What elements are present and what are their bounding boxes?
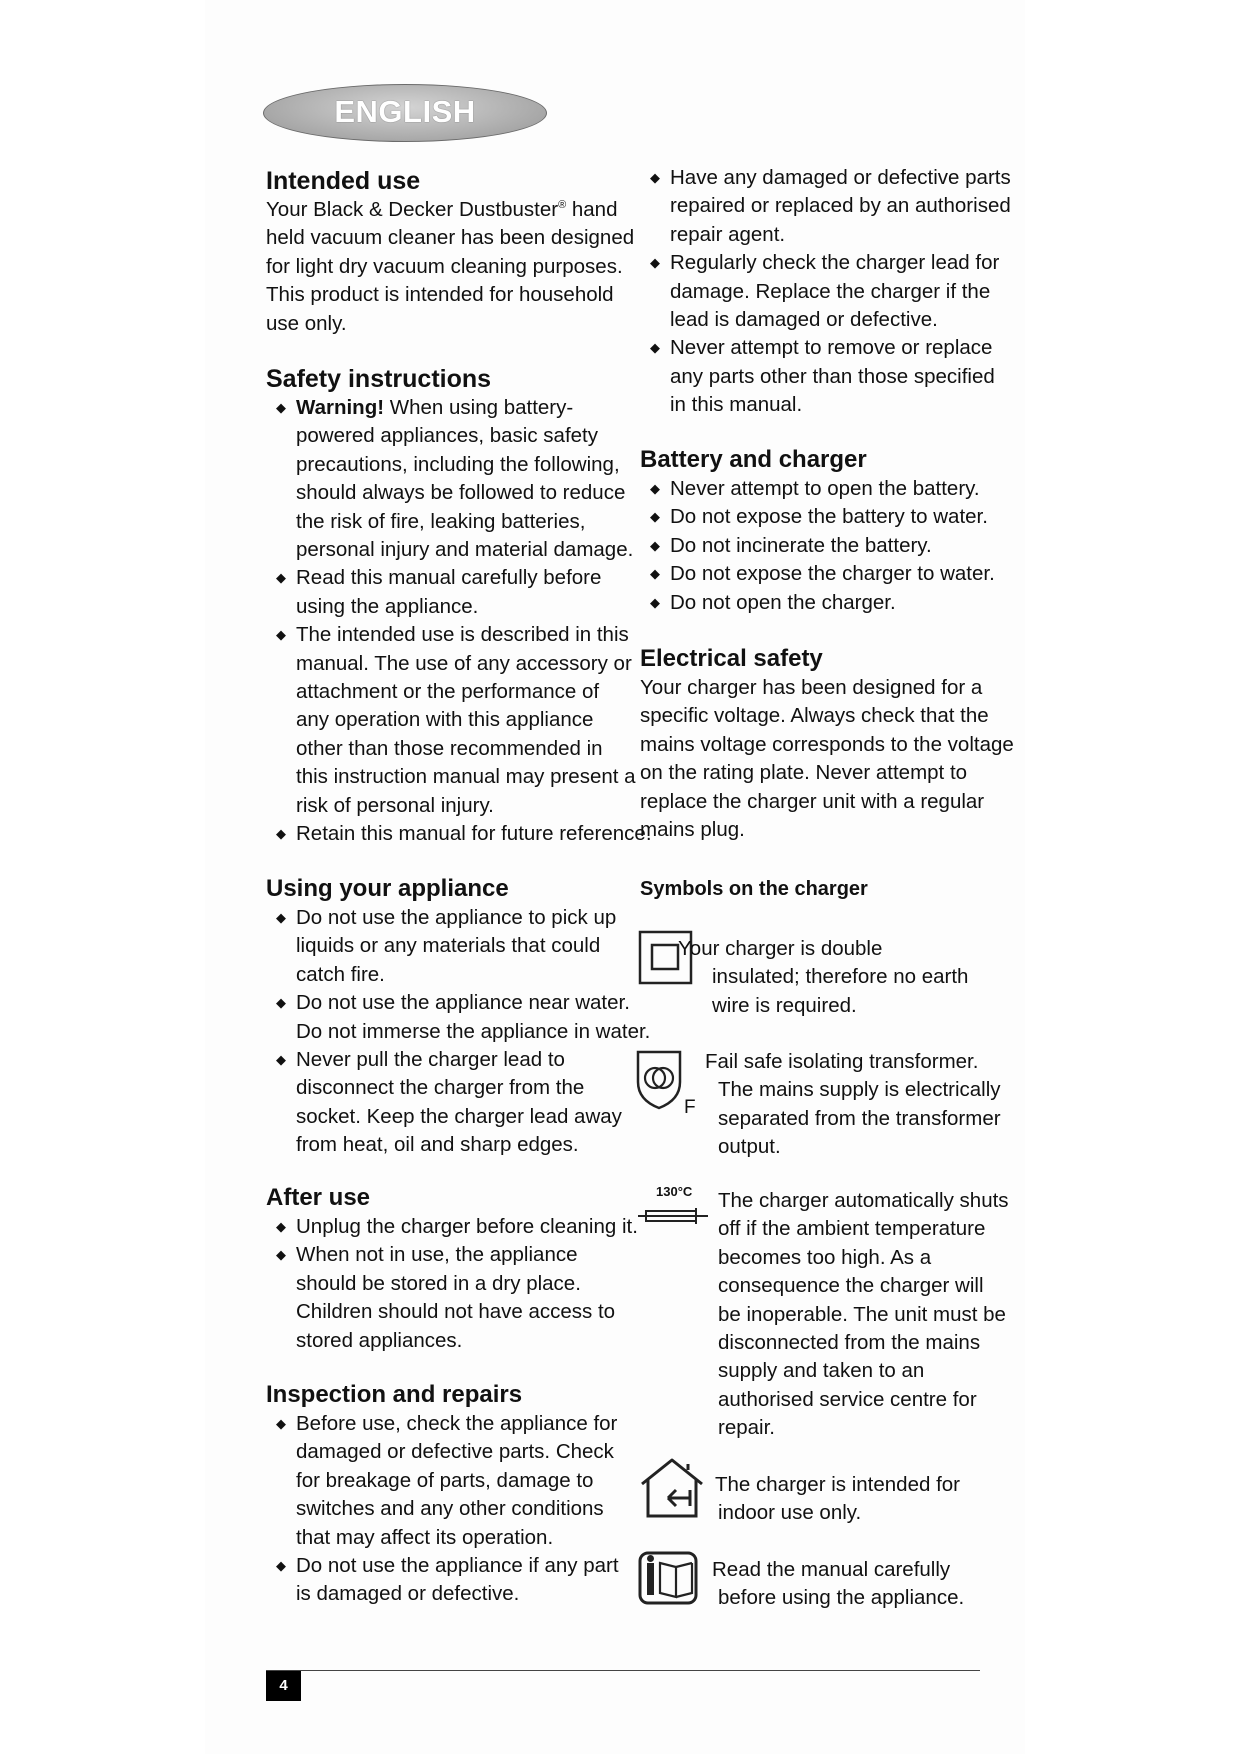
- read-manual-text: [712, 1556, 964, 1613]
- text-line: before using the appliance.: [718, 1586, 965, 1610]
- text-line: indoor use only.: [718, 1501, 862, 1525]
- text-line: ◆ Do not expose the charger to water.: [670, 562, 995, 586]
- list-item: [266, 1552, 619, 1609]
- text-line: risk of personal injury.: [296, 793, 494, 817]
- language-badge: [263, 84, 547, 142]
- intended-use-first-line: [266, 196, 634, 224]
- text-line: any operation with this appliance: [296, 708, 594, 732]
- text-line: use only.: [266, 311, 347, 335]
- list-item: [266, 1410, 619, 1552]
- text-line: ◆ Before use, check the appliance for: [296, 1412, 618, 1435]
- text-line: off if the ambient temperature: [718, 1217, 986, 1241]
- list-item: [266, 820, 652, 848]
- list-item: [266, 564, 652, 621]
- text-line: Your charger has been designed for a: [640, 676, 983, 699]
- text-line: repaired or replaced by an authorised: [670, 194, 1011, 218]
- text-line: ◆ Do not expose the battery to water.: [670, 505, 988, 529]
- intended-use-heading: Intended use: [266, 167, 421, 195]
- text-line: becomes too high. As a: [718, 1245, 932, 1269]
- text-line: personal injury and material damage.: [296, 538, 634, 562]
- text-line: other than those recommended in: [296, 736, 603, 760]
- text-line: disconnect the charger from the: [296, 1076, 585, 1100]
- text-line: Fail safe isolating transformer.: [705, 1050, 979, 1073]
- text-line: any parts other than those specified: [670, 364, 995, 388]
- fail-safe-letter: F: [684, 1097, 696, 1118]
- using-appliance-list: [266, 904, 650, 1160]
- text-line: ◆ Do not use the appliance to pick up: [296, 906, 617, 929]
- text-line: replace the charger unit with a regular: [640, 789, 985, 813]
- text-line: ◆ When not in use, the appliance: [296, 1243, 578, 1267]
- text-line: supply and taken to an: [718, 1359, 925, 1383]
- list-item: [640, 503, 995, 531]
- intended-use-text: [266, 196, 634, 338]
- text-line: consequence the charger will: [718, 1274, 984, 1298]
- fail-safe-transformer-text: [705, 1048, 1001, 1162]
- text-line: be inoperable. The unit must be: [718, 1302, 1006, 1326]
- warning-first-text: When using battery-: [384, 396, 574, 419]
- text-line: ◆ Retain this manual for future reference.: [296, 822, 652, 846]
- text-line: held vacuum cleaner has been designed: [266, 226, 635, 250]
- list-item: [266, 394, 652, 564]
- text-line: is damaged or defective.: [296, 1582, 520, 1606]
- text-line: lead is damaged or defective.: [670, 308, 938, 332]
- warning-first-line: [296, 394, 652, 422]
- text-line: on the rating plate. Never attempt to: [640, 761, 968, 785]
- text-line: This product is intended for household: [266, 283, 614, 307]
- text-line: disconnected from the mains: [718, 1331, 981, 1355]
- thermal-cutoff-text: [718, 1187, 1009, 1443]
- text-line: ◆ Regularly check the charger lead for: [670, 251, 1000, 275]
- text-line: ◆ Never attempt to open the battery.: [670, 477, 980, 500]
- text-line: this instruction manual may present a: [296, 765, 636, 789]
- text-line: the risk of fire, leaking batteries,: [296, 509, 586, 533]
- inspection-heading: Inspection and repairs: [266, 1381, 523, 1408]
- text-line: output.: [718, 1135, 781, 1159]
- text-line: ◆ The intended use is described in this: [296, 623, 629, 647]
- safety-instructions-heading: Safety instructions: [266, 365, 492, 393]
- list-item: [640, 589, 995, 617]
- text-line: for breakage of parts, damage to: [296, 1468, 594, 1492]
- text-line: from heat, oil and sharp edges.: [296, 1133, 579, 1157]
- text-line: mains plug.: [640, 818, 745, 842]
- text-line: should be stored in a dry place.: [296, 1271, 581, 1295]
- text-line: liquids or any materials that could: [296, 934, 601, 958]
- page-number: 4: [266, 1671, 301, 1701]
- electrical-safety-text: [640, 674, 1014, 844]
- indoor-use-text: [715, 1471, 960, 1528]
- safety-instructions-list: [266, 394, 652, 849]
- battery-list: [640, 475, 995, 617]
- text-line: ◆ Never pull the charger lead to: [296, 1048, 565, 1072]
- text-line: insulated; therefore no earth: [712, 965, 969, 989]
- text-line: stored appliances.: [296, 1328, 463, 1352]
- battery-heading: Battery and charger: [640, 446, 867, 473]
- text-line: Do not immerse the appliance in water.: [296, 1019, 651, 1043]
- list-item: [266, 904, 650, 989]
- after-use-heading: After use: [266, 1184, 371, 1211]
- list-item: [266, 621, 652, 820]
- text-line: authorised service centre for: [718, 1387, 977, 1411]
- footer-rule: [266, 1670, 980, 1671]
- indoor-use-icon: [638, 1456, 710, 1527]
- intended-use-brand: Your Black & Decker Dustbuster: [266, 198, 559, 221]
- list-item: [266, 1213, 638, 1241]
- list-item: [640, 164, 1011, 249]
- text-line: separated from the transformer: [718, 1106, 1001, 1130]
- text-line: for light dry vacuum cleaning purposes.: [266, 254, 623, 278]
- language-label: ENGLISH: [334, 94, 476, 129]
- text-line: attachment or the performance of: [296, 680, 600, 704]
- text-line: ◆ Do not incinerate the battery.: [670, 533, 932, 557]
- electrical-safety-heading: Electrical safety: [640, 645, 823, 672]
- text-line: Children should not have access to: [296, 1300, 616, 1324]
- text-line: wire is required.: [712, 993, 857, 1017]
- text-line: Read the manual carefully: [712, 1558, 951, 1581]
- text-line: should always be followed to reduce: [296, 481, 626, 505]
- after-use-list: [266, 1213, 638, 1355]
- text-line: ◆ Do not open the charger.: [670, 590, 896, 614]
- text-line: switches and any other conditions: [296, 1497, 604, 1521]
- read-manual-icon: [638, 1551, 700, 1612]
- text-line: The charger automatically shuts: [718, 1189, 1009, 1212]
- text-line: precautions, including the following,: [296, 452, 620, 476]
- list-item: [266, 989, 650, 1046]
- list-item: [640, 475, 995, 503]
- text-line: specific voltage. Always check that the: [640, 704, 989, 728]
- text-line: damage. Replace the charger if the: [670, 279, 991, 303]
- text-line: The charger is intended for: [715, 1473, 960, 1496]
- text-line: ◆ Never attempt to remove or replace: [670, 336, 993, 360]
- list-item: [266, 1241, 638, 1355]
- symbols-heading: Symbols on the charger: [640, 878, 868, 900]
- list-item: [640, 532, 995, 560]
- warning-label: Warning!: [296, 396, 385, 419]
- list-item: [266, 1046, 650, 1160]
- text-line: ◆ Do not use the appliance near water.: [296, 991, 630, 1015]
- text-line: damaged or defective parts. Check: [296, 1440, 614, 1464]
- text-line: ◆ Have any damaged or defective parts: [670, 166, 1011, 189]
- inspection-list: [266, 1410, 619, 1609]
- text-line: Your charger is double: [678, 937, 883, 960]
- text-line: socket. Keep the charger lead away: [296, 1104, 622, 1128]
- text-line: ◆ Unplug the charger before cleaning it.: [296, 1215, 638, 1238]
- text-line: The mains supply is electrically: [718, 1078, 1001, 1102]
- text-line: ◆ Do not use the appliance if any part: [296, 1554, 619, 1578]
- text-line: ◆ Read this manual carefully before: [296, 566, 602, 590]
- temperature-label: 130°C: [656, 1184, 693, 1199]
- using-appliance-heading: Using your appliance: [266, 875, 509, 902]
- text-line: that may affect its operation.: [296, 1525, 554, 1549]
- text-line: in this manual.: [670, 393, 803, 417]
- list-item: [640, 334, 1011, 419]
- double-insulation-text: [678, 935, 968, 1020]
- registered-mark: ®: [558, 199, 567, 212]
- text-line: manual. The use of any accessory or: [296, 651, 632, 675]
- text-line: using the appliance.: [296, 594, 479, 618]
- list-item: [640, 560, 995, 588]
- intended-use-first-line-end: hand: [566, 198, 618, 221]
- text-line: powered appliances, basic safety: [296, 424, 598, 448]
- text-line: repair.: [718, 1416, 775, 1440]
- text-line: catch fire.: [296, 962, 385, 986]
- text-line: mains voltage corresponds to the voltage: [640, 732, 1014, 756]
- text-line: repair agent.: [670, 222, 786, 246]
- repairs-continued-list: [640, 164, 1011, 420]
- list-item: [640, 249, 1011, 334]
